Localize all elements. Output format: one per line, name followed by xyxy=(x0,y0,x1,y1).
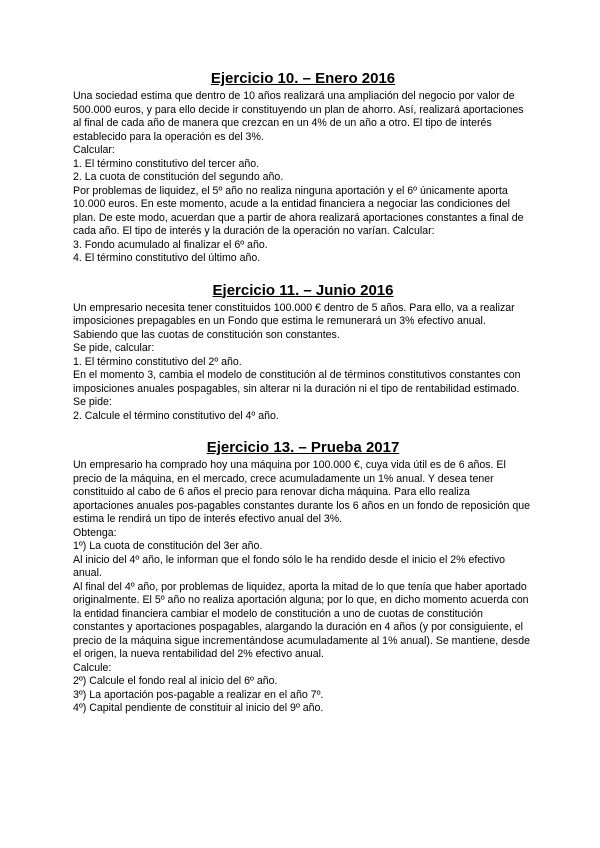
exercise-11-title: Ejercicio 11. – Junio 2016 xyxy=(212,281,394,299)
exercise-13-obtain-label: Obtenga: xyxy=(73,526,117,539)
exercise-10-calc-label: Calcular: xyxy=(73,144,115,156)
document-page xyxy=(73,70,533,732)
exercise-13-question-4: 4º) Capital pendiente de constituir al inicio del 9º año. xyxy=(73,702,324,714)
exercise-10-statement-2: Por problemas de liquidez, el 5º año no realiza ninguna aportación y el 6º únicamente aporta 10.000 euros. En este momento, acude a la entidad financiera a negociar las condiciones del plan. De este modo, acuerdan que a partir de ahora realizará aportaciones constantes a final de cada año. El tipo de interés y la duración de la operación no varían. Calcular: xyxy=(73,184,524,237)
exercise-10-question-3: 3. Fondo acumulado al finalizar el 6º año. xyxy=(73,238,268,251)
exercise-10-question-2: 2. La cuota de constitución del segundo año. xyxy=(73,171,284,183)
exercise-10-question-4: 4. El término constitutivo del último año. xyxy=(73,252,261,264)
exercise-13-question-2: 2º) Calcule el fondo real al inicio del 6º año. xyxy=(73,675,278,687)
exercise-13-calc-label: Calcule: xyxy=(73,661,112,674)
exercise-13 xyxy=(73,439,533,716)
exercise-13-question-1: 1º) La cuota de constitución del 3er año. xyxy=(73,540,263,552)
exercise-11-statement-2: En el momento 3, cambia el modelo de constitución al de términos constitutivos constantes con imposiciones anuales pospagables, sin alterar ni la duración ni el tipo de rentabilidad estimado. Se pide: xyxy=(73,369,521,408)
exercise-11-statement: Un empresario necesita tener constituidos 100.000 € dentro de 5 años. Para ello, va a realizar imposiciones prepagables en un Fondo que estima le remunerará un 3% efectivo anual. Sabiendo que las cuotas de constitución son constantes. xyxy=(73,301,515,341)
exercise-10-title: Ejercicio 10. – Enero 2016 xyxy=(210,70,396,87)
exercise-13-question-3: 3º) La aportación pos-pagable a realizar en el año 7º. xyxy=(73,688,324,701)
exercise-13-statement-2: Al inicio del 4º año, le informan que el fondo sólo le ha rendido desde el inicio el 2% efectivo anual. xyxy=(73,553,506,579)
exercise-10 xyxy=(73,70,533,266)
exercise-13-title: Ejercicio 13. – Prueba 2017 xyxy=(206,439,400,456)
exercise-11 xyxy=(73,282,533,424)
exercise-11-calc-label: Se pide, calcular: xyxy=(73,342,155,354)
exercise-11-question-1: 1. El término constitutivo del 2º año. xyxy=(73,355,242,368)
exercise-13-statement: Un empresario ha comprado hoy una máquina por 100.000 €, cuya vida útil es de 6 años. El precio de la máquina, en el mercado, crece acumuladamente un 1% anual. Y desea tener constituido al cabo de 6 años el precio para renovar dicha máquina. Para ello realiza aportaciones anuales pos-pagables constantes durante los 6 años en un fondo de reposición que estima le rendirá un tipo de interés efectivo anual del 3%. xyxy=(73,459,531,525)
exercise-10-statement: Una sociedad estima que dentro de 10 años realizará una ampliación del negocio por valor de 500.000 euros, y para ello decide ir constituyendo un plan de ahorro. Así, realizará aportaciones al final de cada año de manera que crezcan en un 4% de un año a otro. El tipo de interés establecido para la operación es del 3%. xyxy=(73,90,524,143)
exercise-11-question-2: 2. Calcule el término constitutivo del 4º año. xyxy=(73,409,279,422)
exercise-13-statement-3: Al final del 4º año, por problemas de liquidez, aporta la mitad de lo que tenía que haber aportado originalmente. El 5º año no realiza aportación alguna; por lo que, en dicho momento acuerda con la entidad financiera cambiar el modelo de constitución a uno de cuotas de constitución constantes y aportaciones pospagables, alargando la duración en 4 años (y por consiguiente, el precio de la máquina sigue incrementándose acumuladamente al 1% anual). Se mantiene, desde el origen, la nueva rentabilidad del 2% efectivo anual. xyxy=(73,580,530,660)
exercise-10-question-1: 1. El término constitutivo del tercer año. xyxy=(73,157,260,170)
